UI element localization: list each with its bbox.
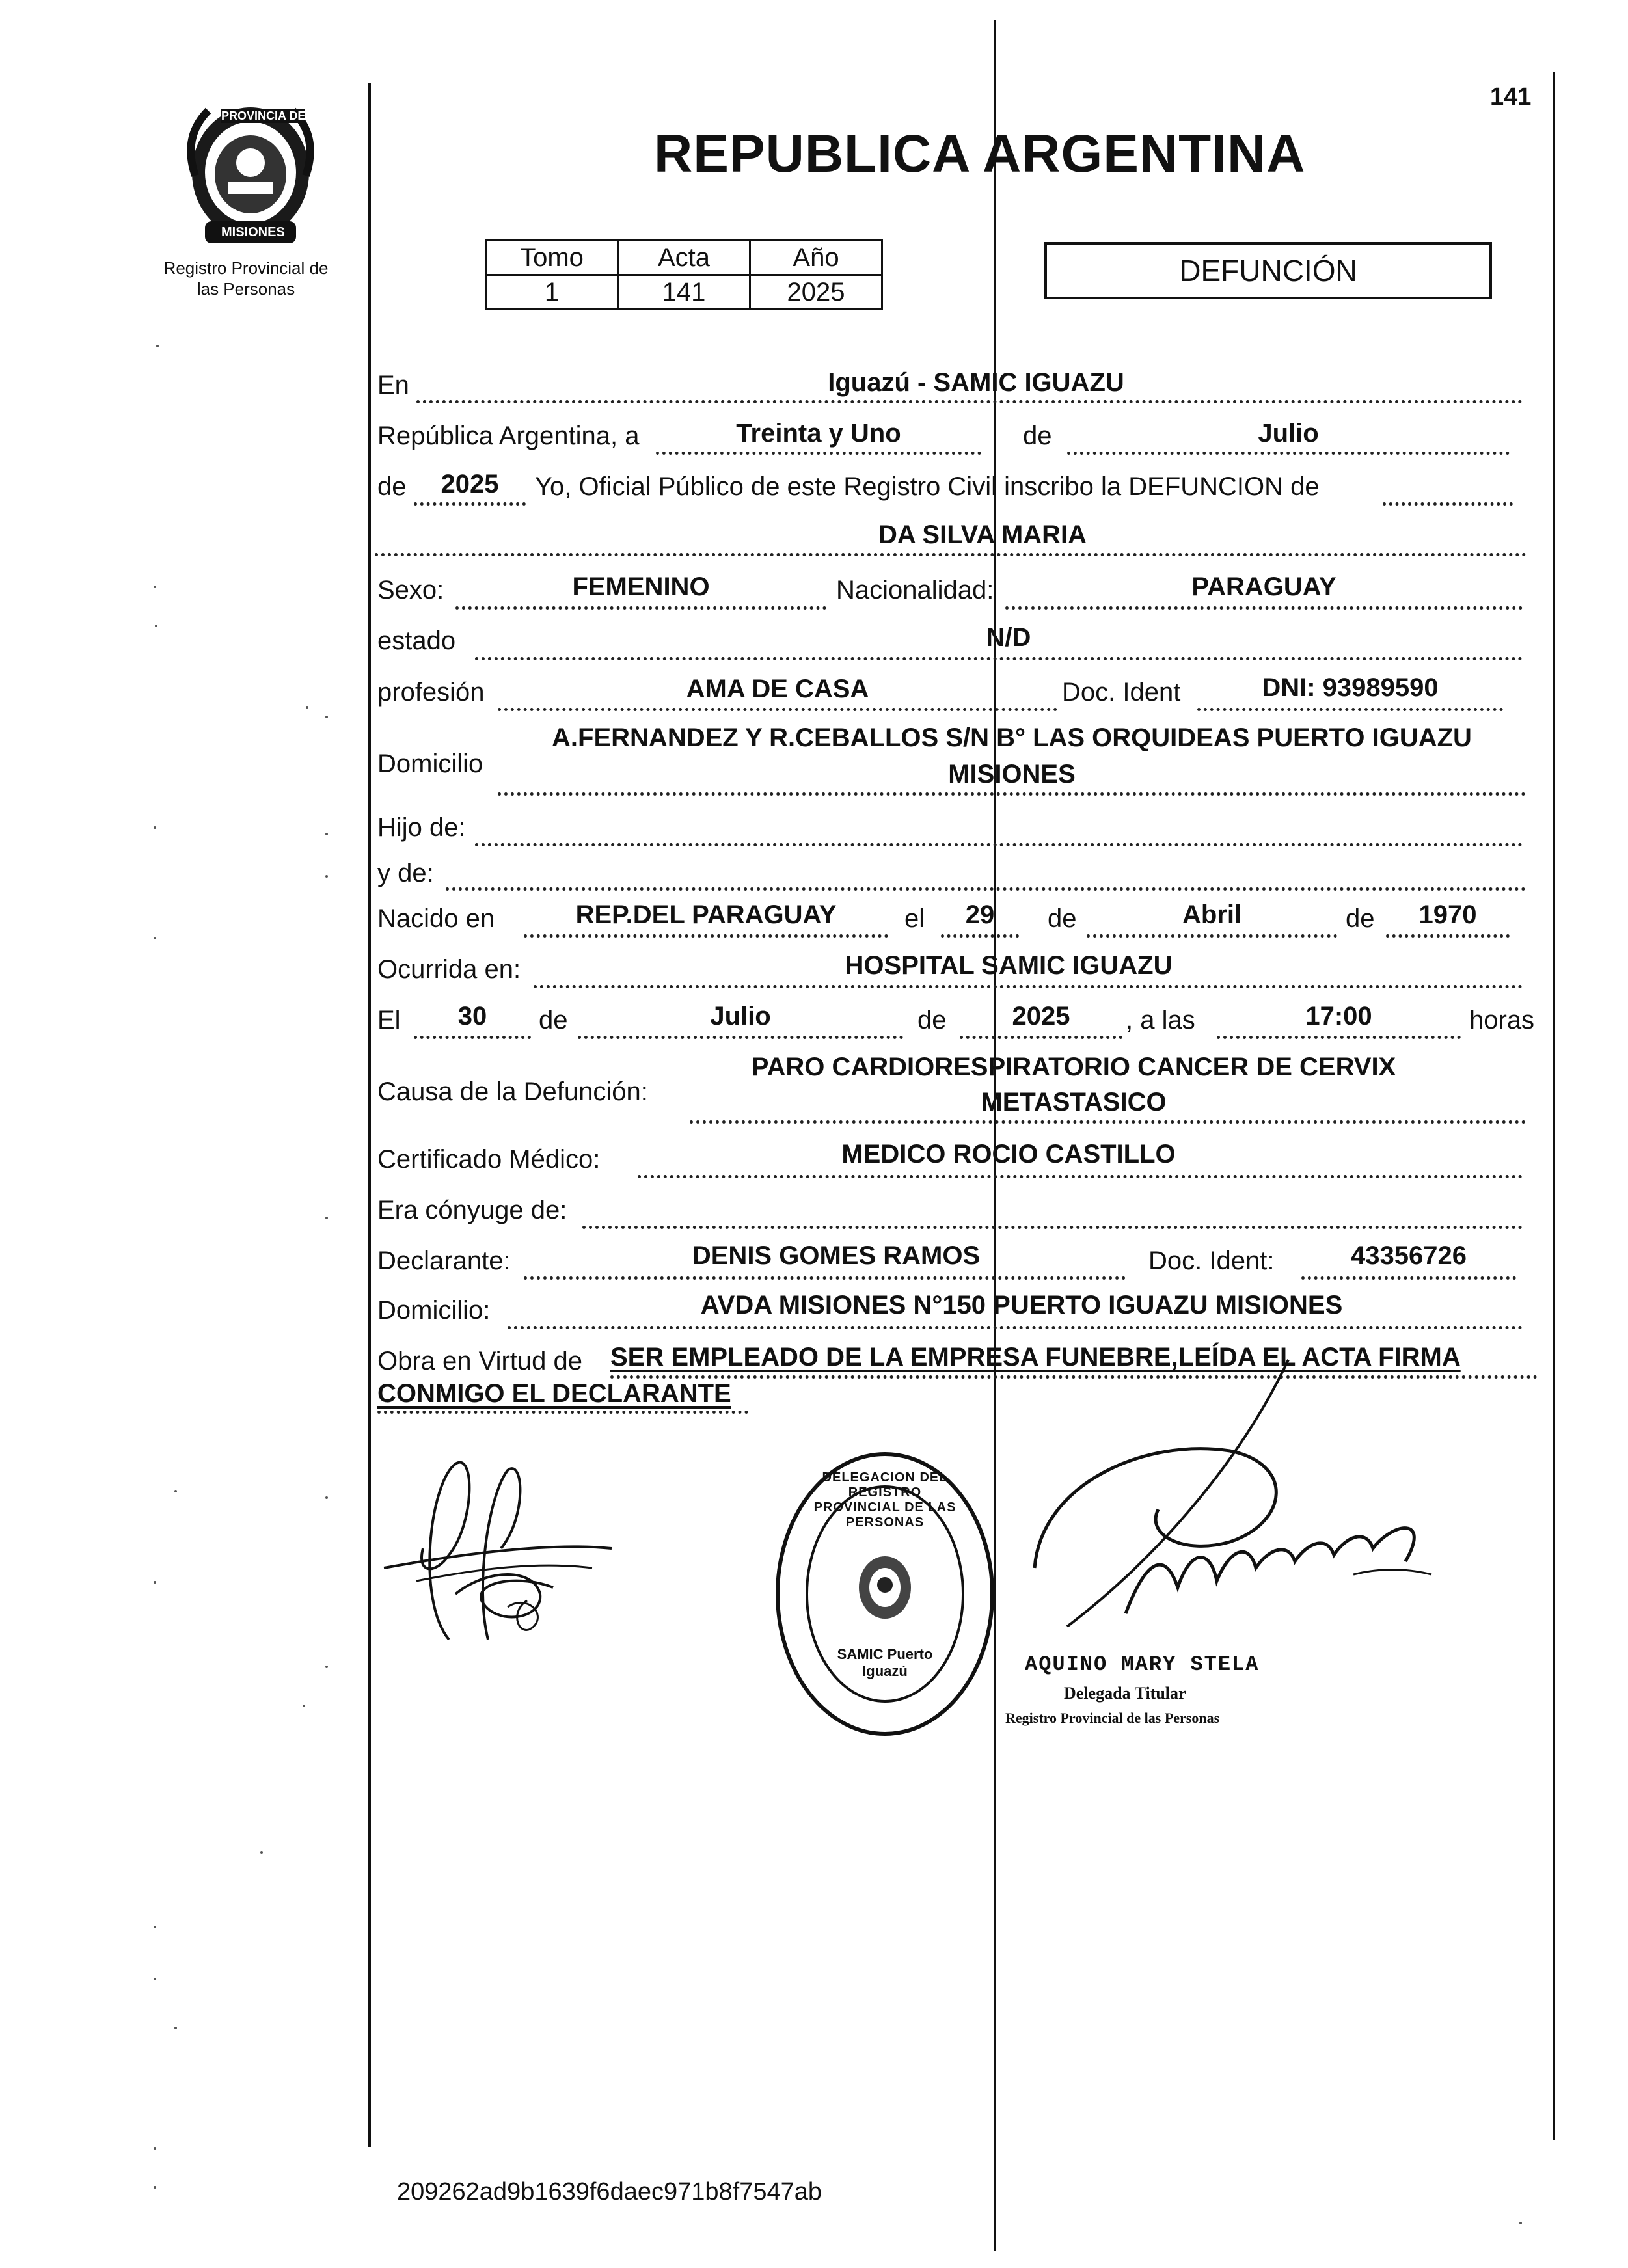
- scan-speck: [306, 706, 308, 709]
- scan-speck: [174, 1490, 177, 1492]
- scan-speck: [156, 345, 159, 347]
- scan-speck: [325, 875, 328, 878]
- declarant-signature: [377, 1444, 651, 1666]
- year-dots: [414, 502, 526, 506]
- certificado-dots: [638, 1175, 1523, 1178]
- y-de-dots: [446, 887, 1526, 891]
- month-value: Julio: [1258, 419, 1319, 448]
- scan-speck: [325, 1496, 328, 1499]
- registry-label-line2: las Personas: [197, 279, 295, 299]
- death-de2-label: de: [917, 1006, 947, 1034]
- el-cap-label: El: [377, 1006, 401, 1034]
- record-header-cell: Año: [750, 241, 882, 275]
- official-role: Delegada Titular: [1064, 1684, 1186, 1703]
- record-value-cell: 1: [486, 275, 618, 310]
- death-time-dots: [1217, 1036, 1461, 1039]
- declarante-doc-label: Doc. Ident:: [1148, 1247, 1275, 1275]
- causa-dots: [690, 1120, 1526, 1124]
- death-day-dots: [414, 1036, 531, 1039]
- a-las-label: , a las: [1126, 1006, 1195, 1034]
- declarante-doc-value: 43356726: [1351, 1241, 1467, 1270]
- declarante-value: DENIS GOMES RAMOS: [692, 1241, 981, 1270]
- scan-speck: [174, 2027, 177, 2029]
- domicilio-line1: A.FERNANDEZ Y R.CEBALLOS S/N B° LAS ORQUIDEAS PUERTO IGUAZU: [552, 723, 1472, 752]
- scan-speck: [325, 833, 328, 835]
- sexo-label: Sexo:: [377, 576, 444, 604]
- scan-speck: [154, 1926, 156, 1928]
- horas-label: horas: [1469, 1006, 1535, 1034]
- certificado-value: MEDICO ROCIO CASTILLO: [841, 1140, 1176, 1168]
- emblem-top-text: PROVINCIA DE: [221, 109, 306, 122]
- ocurrida-en-label: Ocurrida en:: [377, 955, 521, 984]
- obra-line2: CONMIGO EL DECLARANTE: [377, 1379, 731, 1408]
- domicilio-dots: [498, 792, 1526, 796]
- conyuge-label: Era cónyuge de:: [377, 1196, 567, 1224]
- y-de-label: y de:: [377, 859, 434, 887]
- scan-speck: [303, 1705, 305, 1707]
- birth-month-dots: [1087, 934, 1337, 938]
- profesion-label: profesión: [377, 678, 485, 707]
- declarante-domicilio-dots: [508, 1326, 1523, 1329]
- record-type-box: DEFUNCIÓN: [1044, 242, 1492, 299]
- causa-line1: PARO CARDIORESPIRATORIO CANCER DE CERVIX: [751, 1053, 1396, 1081]
- record-table: [485, 239, 883, 310]
- declarante-doc-dots: [1301, 1276, 1516, 1280]
- record-table-value-row: [486, 275, 882, 310]
- scan-speck: [325, 716, 328, 718]
- scan-speck: [325, 1217, 328, 1219]
- conyuge-dots: [582, 1226, 1523, 1229]
- birth-year-dots: [1386, 934, 1510, 938]
- sexo-dots: [455, 606, 826, 610]
- nacionalidad-label: Nacionalidad:: [836, 576, 994, 604]
- declarante-domicilio-value: AVDA MISIONES N°150 PUERTO IGUAZU MISIONES: [700, 1291, 1343, 1319]
- official-signature: [1015, 1353, 1471, 1679]
- nacionalidad-dots: [1005, 606, 1523, 610]
- obra-line1: SER EMPLEADO DE LA EMPRESA FUNEBRE,LEÍDA EL ACTA FIRMA: [610, 1343, 1461, 1371]
- doc-ident-value: DNI: 93989590: [1262, 673, 1439, 702]
- scan-speck: [154, 937, 156, 939]
- name-dots: [375, 553, 1526, 556]
- estado-label: estado: [377, 627, 456, 655]
- hijo-de-dots: [475, 843, 1523, 846]
- official-office: Registro Provincial de las Personas: [1005, 1710, 1220, 1726]
- doc-ident-label: Doc. Ident: [1062, 678, 1181, 707]
- scan-speck: [1519, 2222, 1522, 2224]
- document-hash: 209262ad9b1639f6daec971b8f7547ab: [397, 2178, 822, 2206]
- en-label: En: [377, 371, 409, 399]
- de-year-label: de: [377, 472, 407, 501]
- death-year-dots: [960, 1036, 1122, 1039]
- stamp-inner-text: SAMIC Puerto Iguazú: [837, 1646, 933, 1679]
- de-label: de: [1023, 422, 1052, 450]
- center-fold-line: [994, 20, 996, 2251]
- birth-de-label: de: [1048, 904, 1077, 933]
- left-margin-line: [368, 83, 371, 2147]
- death-time-value: 17:00: [1305, 1002, 1372, 1031]
- birth-year-value: 1970: [1418, 900, 1477, 929]
- hijo-de-label: Hijo de:: [377, 813, 466, 842]
- inscribe-text: Yo, Oficial Público de este Registro Civil inscribo la DEFUNCION de: [535, 472, 1320, 501]
- nacido-en-value: REP.DEL PARAGUAY: [575, 900, 837, 929]
- republica-label: República Argentina, a: [377, 422, 640, 450]
- en-dots: [416, 400, 1523, 403]
- birth-day-dots: [941, 934, 1019, 938]
- nacido-en-dots: [524, 934, 888, 938]
- month-dots: [1067, 452, 1510, 455]
- page-number: 141: [1490, 83, 1532, 111]
- profesion-dots: [498, 708, 1057, 711]
- scan-speck: [260, 1851, 263, 1854]
- sexo-value: FEMENINO: [572, 573, 710, 601]
- misiones-emblem: [182, 98, 319, 247]
- record-value-cell: 141: [618, 275, 750, 310]
- record-value-cell: 2025: [750, 275, 882, 310]
- scan-speck: [154, 1581, 156, 1584]
- declarante-domicilio-label: Domicilio:: [377, 1296, 491, 1325]
- record-header-cell: Tomo: [486, 241, 618, 275]
- nacionalidad-value: PARAGUAY: [1191, 573, 1336, 601]
- birth-day-value: 29: [965, 900, 995, 929]
- scan-speck: [155, 625, 157, 627]
- scan-speck: [154, 586, 156, 588]
- day-words-value: Treinta y Uno: [736, 419, 901, 448]
- scan-speck: [325, 1666, 328, 1668]
- scan-speck: [154, 2147, 156, 2150]
- causa-line2: METASTASICO: [981, 1088, 1167, 1116]
- en-value: Iguazú - SAMIC IGUAZU: [828, 368, 1124, 397]
- birth-month-value: Abril: [1182, 900, 1242, 929]
- ocurrida-en-value: HOSPITAL SAMIC IGUAZU: [845, 951, 1173, 980]
- record-table-header-row: [486, 241, 882, 275]
- certificado-label: Certificado Médico:: [377, 1145, 601, 1174]
- death-de-label: de: [539, 1006, 568, 1034]
- nacido-en-label: Nacido en: [377, 904, 495, 933]
- death-year-value: 2025: [1012, 1002, 1070, 1031]
- scan-speck: [154, 1978, 156, 1980]
- domicilio-label: Domicilio: [377, 749, 483, 778]
- obra-dots-2: [377, 1411, 748, 1414]
- el-label: el: [904, 904, 925, 933]
- day-words-dots: [656, 452, 981, 455]
- official-stamp: [768, 1444, 1002, 1744]
- scan-speck: [154, 826, 156, 829]
- inscribe-dots: [1383, 502, 1513, 506]
- record-header-cell: Acta: [618, 241, 750, 275]
- profesion-value: AMA DE CASA: [686, 675, 869, 703]
- page-title: REPUBLICA ARGENTINA: [654, 124, 1306, 183]
- death-month-value: Julio: [710, 1002, 771, 1031]
- birth-de2-label: de: [1346, 904, 1375, 933]
- right-margin-line: [1553, 72, 1555, 2140]
- doc-ident-dots: [1197, 708, 1503, 711]
- domicilio-line2: MISIONES: [948, 760, 1076, 789]
- year-value: 2025: [441, 470, 499, 498]
- registry-label-line1: Registro Provincial de: [163, 258, 329, 278]
- registry-label: [142, 258, 350, 299]
- declarante-label: Declarante:: [377, 1247, 511, 1275]
- stamp-text: DELEGACION DEL REGISTRO PROVINCIAL DE LAS PERSONAS: [813, 1470, 956, 1530]
- ocurrida-en-dots: [534, 985, 1523, 988]
- scan-speck: [154, 2186, 156, 2189]
- official-name: AQUINO MARY STELA: [1025, 1653, 1260, 1677]
- declarante-dots: [524, 1276, 1126, 1280]
- causa-label: Causa de la Defunción:: [377, 1077, 648, 1106]
- deceased-name: DA SILVA MARIA: [878, 520, 1087, 549]
- estado-value: N/D: [986, 623, 1031, 652]
- emblem-bottom-text: MISIONES: [221, 225, 285, 239]
- obra-label: Obra en Virtud de: [377, 1347, 583, 1375]
- death-day-value: 30: [457, 1002, 487, 1031]
- death-month-dots: [578, 1036, 903, 1039]
- estado-dots: [475, 657, 1523, 660]
